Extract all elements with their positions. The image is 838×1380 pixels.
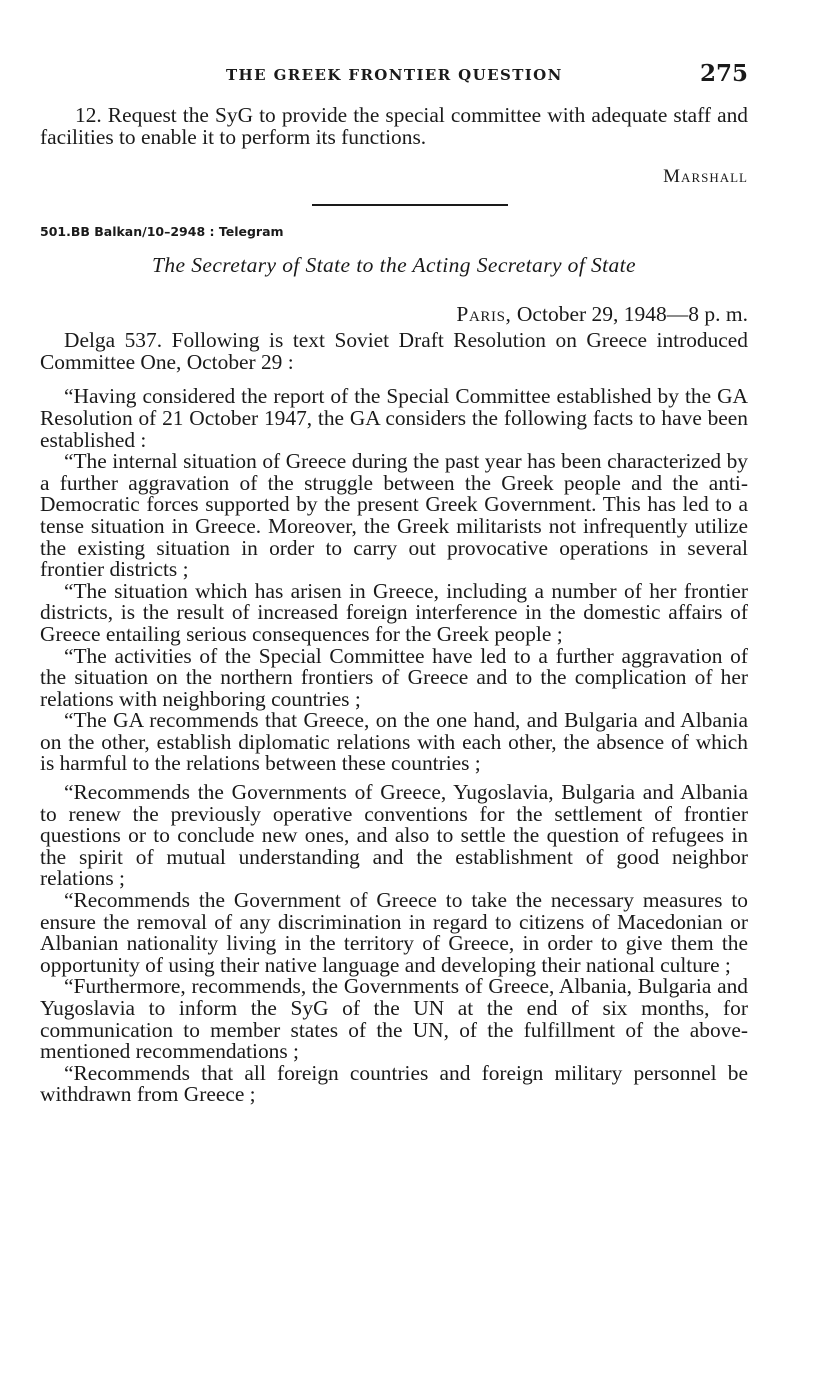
resolution-paragraph: “The internal situation of Greece during the past year has been characterized by a further aggravation of the struggle between the Greek people and the anti-Democratic forces supported by the present Greek Government. This has led to a tense situation in Greece. Moreover, the Greek militarists not infrequently utilize the existing situation in order to carry out provocative operations in several frontier districts ; bbox=[40, 449, 748, 582]
resolution-paragraph: “Having considered the report of the Special Committee established by the GA Resolution of 21 October 1947, the GA considers the following facts to have been established : bbox=[40, 384, 748, 452]
resolution-paragraph: “The GA recommends that Greece, on the one hand, and Bulgaria and Albania on the other, establish diplomatic relations with each other, the absence of which is harmful to the relations between these countries ; bbox=[40, 708, 748, 776]
running-header bbox=[40, 60, 748, 94]
intro-paragraph: Delga 537. Following is text Soviet Draft Resolution on Greece introduced Committee One, October 29 : bbox=[40, 328, 748, 374]
document-page bbox=[40, 60, 748, 1106]
file-reference: 501.BB Balkan/10–2948 : Telegram bbox=[40, 224, 284, 240]
page-number: 275 bbox=[699, 60, 748, 87]
resolution-paragraph: “Recommends the Governments of Greece, Yugoslavia, Bulgaria and Albania to renew the previously operative conventions for the settlement of frontier questions or to conclude new ones, and also to settle the question of refugees in the spirit of mutual understanding and the establishment of good neighbor relations ; bbox=[40, 780, 748, 891]
paragraph-12: 12. Request the SyG to provide the special committee with adequate staff and facilities to enable it to perform its functions. bbox=[40, 103, 748, 149]
running-title: THE GREEK FRONTIER QUESTION bbox=[226, 66, 563, 84]
signature: Marshall bbox=[663, 166, 748, 188]
resolution-paragraph: “The situation which has arisen in Greece, including a number of her frontier districts, is the result of increased foreign interference in the domestic affairs of Greece entailing serious consequences for the Greek people ; bbox=[40, 578, 748, 646]
resolution-paragraph: “Recommends that all foreign countries and foreign military personnel be withdrawn from Greece ; bbox=[40, 1060, 748, 1107]
document-heading: The Secretary of State to the Acting Secretary of State bbox=[152, 253, 636, 278]
dateline bbox=[40, 302, 748, 327]
resolution-paragraph: “Furthermore, recommends, the Governments of Greece, Albania, Bulgaria and Yugoslavia to inform the SyG of the UN at the end of six months, for communication to member states of the UN, of the fulfillment of the above-mentioned recommendations ; bbox=[40, 974, 748, 1064]
dateline-date: October 29, 1948—8 p. m. bbox=[511, 302, 748, 327]
dateline-place: Paris, bbox=[456, 302, 512, 327]
resolution-paragraph: “Recommends the Government of Greece to take the necessary measures to ensure the removal of any discrimination in regard to citizens of Macedonian or Albanian nationality living in the territory of Greece, in order to give them the opportunity of using their native language and developing their national culture ; bbox=[40, 888, 748, 977]
section-divider bbox=[312, 204, 508, 206]
resolution-paragraph: “The activities of the Special Committee have led to a further aggravation of the situation on the northern frontiers of Greece and to the complication of her relations with neighboring countries ; bbox=[40, 643, 748, 711]
